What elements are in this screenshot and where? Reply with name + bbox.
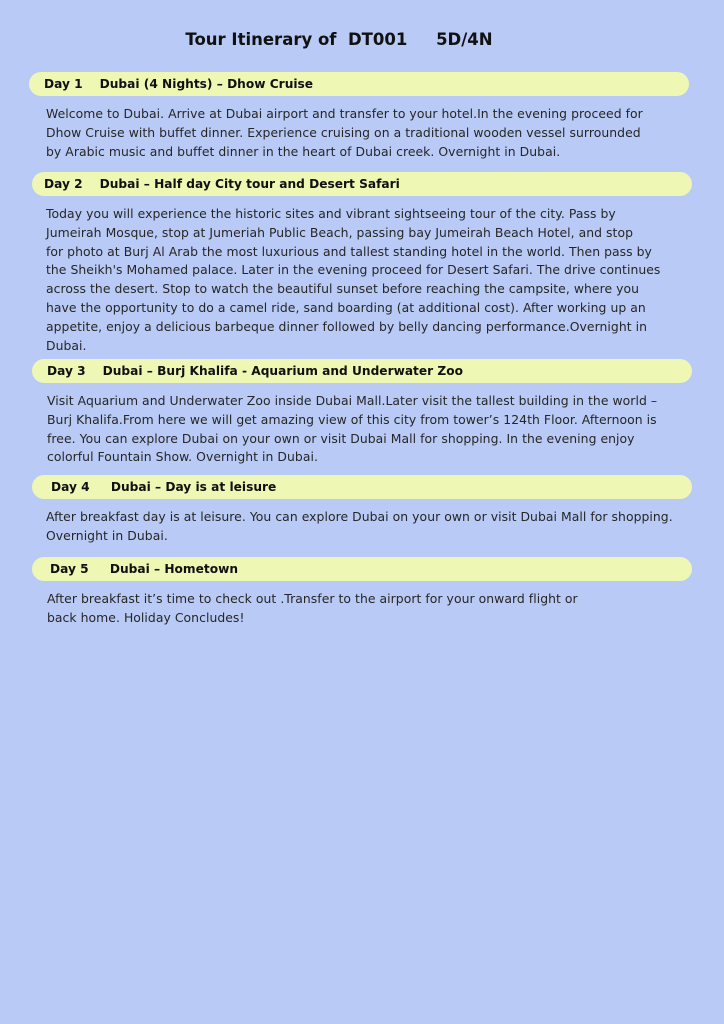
text-line: Burj Khalifa.From here we will get amazing view of this city from tower’s 124th Floor. Afternoon is xyxy=(47,411,657,427)
day-4-description xyxy=(46,508,673,546)
text-line: by Arabic music and buffet dinner in the heart of Dubai creek. Overnight in Dubai. xyxy=(46,143,561,159)
day-5-description xyxy=(47,590,578,628)
day-2-description xyxy=(46,205,660,355)
text-line: Overnight in Dubai. xyxy=(46,527,168,543)
day-1-header: Day 1 Dubai (4 Nights) – Dhow Cruise xyxy=(29,72,689,96)
text-line: After breakfast it’s time to check out .Transfer to the airport for your onward flight or xyxy=(47,591,578,606)
text-line: Visit Aquarium and Underwater Zoo inside Dubai Mall.Later visit the tallest building in the world – xyxy=(47,393,658,408)
text-line: the Sheikh's Mohamed palace. Later in the evening proceed for Desert Safari. The drive continues xyxy=(46,262,661,278)
text-line: Dubai. xyxy=(46,337,87,353)
page-title: Tour Itinerary of DT001 5D/4N xyxy=(185,30,493,49)
text-line: Dhow Cruise with buffet dinner. Experience cruising on a traditional wooden vessel surrounded xyxy=(46,124,641,140)
day-3-description xyxy=(47,392,657,467)
day-1-description xyxy=(46,105,643,161)
text-line: have the opportunity to do a camel ride, sand boarding (at additional cost). After working up an xyxy=(46,299,646,315)
text-line: colorful Fountain Show. Overnight in Dubai. xyxy=(47,449,318,465)
text-line: Today you will experience the historic sites and vibrant sightseeing tour of the city. Pass by xyxy=(46,206,616,221)
day-5-header: Day 5 Dubai – Hometown xyxy=(32,557,692,581)
text-line: appetite, enjoy a delicious barbeque dinner followed by belly dancing performance.Overnight in xyxy=(46,318,648,334)
text-line: Jumeirah Mosque, stop at Jumeriah Public Beach, passing bay Jumeirah Beach Hotel, and stop xyxy=(46,224,633,240)
text-line: Welcome to Dubai. Arrive at Dubai airport and transfer to your hotel.In the evening proceed for xyxy=(46,106,643,121)
text-line: across the desert. Stop to watch the beautiful sunset before reaching the campsite, where you xyxy=(46,281,640,297)
day-2-header: Day 2 Dubai – Half day City tour and Desert Safari xyxy=(32,172,692,196)
text-line: for photo at Burj Al Arab the most luxurious and tallest standing hotel in the world. Then pass by xyxy=(46,243,652,259)
text-line: After breakfast day is at leisure. You can explore Dubai on your own or visit Dubai Mall for shopping. xyxy=(46,509,673,524)
day-4-header: Day 4 Dubai – Day is at leisure xyxy=(32,475,692,499)
text-line: back home. Holiday Concludes! xyxy=(47,609,245,625)
day-3-header: Day 3 Dubai – Burj Khalifa - Aquarium and Underwater Zoo xyxy=(32,359,692,383)
text-line: free. You can explore Dubai on your own or visit Dubai Mall for shopping. In the evening enjoy xyxy=(47,430,635,446)
